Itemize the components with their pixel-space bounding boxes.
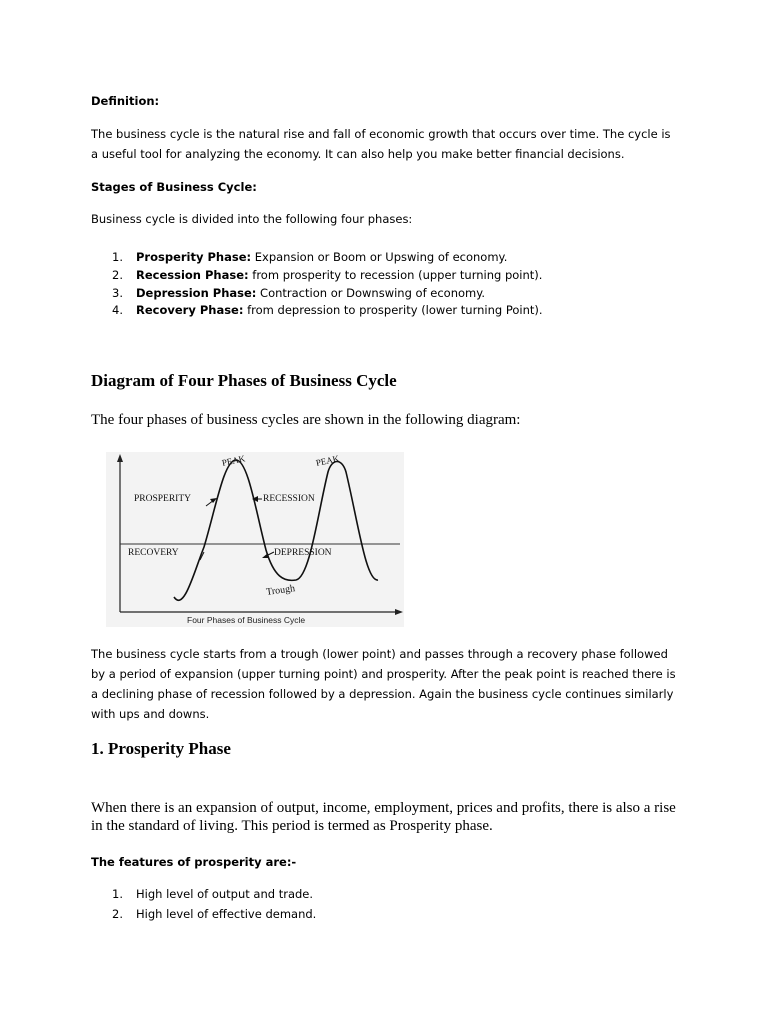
stages-heading: Stages of Business Cycle: xyxy=(91,180,257,194)
list-item xyxy=(112,907,316,921)
diagram-explanation: The business cycle starts from a trough (lower point) and passes through a recovery phase followed by a period of expansion (upper turning point) and prosperity. After the peak point is reached there is a declining phase of recession followed by a depression. Again the business cycle continues similarly with ups and downs. xyxy=(91,647,676,721)
diagram-background xyxy=(106,452,404,627)
phase-desc: from depression to prosperity (lower turning Point). xyxy=(243,303,543,317)
phase-term: Recession Phase: xyxy=(136,268,249,282)
business-cycle-svg xyxy=(106,452,404,627)
definition-heading: Definition: xyxy=(91,94,160,108)
prosperity-label: PROSPERITY xyxy=(134,494,192,504)
peak-label: PEAK xyxy=(220,453,247,468)
phase-term: Prosperity Phase: xyxy=(136,250,252,264)
definition-text: The business cycle is the natural rise and fall of economic growth that occurs over time. The cycle is a useful tool for analyzing the economy. It can also help you make better financial decisions. xyxy=(91,127,671,161)
depression-label: DEPRESSION xyxy=(274,548,332,558)
list-item xyxy=(112,250,507,264)
prosperity-text: When there is an expansion of output, income, employment, prices and profits, there is also a rise in the standard of living. This period is termed as Prosperity phase. xyxy=(91,800,676,834)
list-item xyxy=(112,303,543,317)
list-item xyxy=(112,286,485,300)
list-number: 2. xyxy=(112,907,123,921)
diagram-caption: Four Phases of Business Cycle xyxy=(187,615,306,625)
list-number: 2. xyxy=(112,268,123,282)
trough-label: Trough xyxy=(265,583,296,599)
list-number: 1. xyxy=(112,250,123,264)
diagram-heading: Diagram of Four Phases of Business Cycle xyxy=(91,371,397,390)
recession-label: RECESSION xyxy=(263,494,315,504)
peak-label: PEAK xyxy=(314,453,341,468)
list-number: 4. xyxy=(112,303,123,317)
feature-text: High level of output and trade. xyxy=(136,887,314,901)
features-heading: The features of prosperity are:- xyxy=(91,855,297,869)
phase-desc: Contraction or Downswing of economy. xyxy=(256,286,486,300)
prosperity-heading: 1. Prosperity Phase xyxy=(91,739,231,758)
phase-desc: Expansion or Boom or Upswing of economy. xyxy=(251,250,508,264)
business-cycle-diagram xyxy=(106,452,404,627)
stages-intro: Business cycle is divided into the following four phases: xyxy=(91,212,413,226)
feature-text: High level of effective demand. xyxy=(136,907,317,921)
recovery-label: RECOVERY xyxy=(128,548,179,558)
phase-term: Depression Phase: xyxy=(136,286,257,300)
list-number: 3. xyxy=(112,286,123,300)
phase-term: Recovery Phase: xyxy=(136,303,244,317)
list-item xyxy=(112,268,542,282)
phase-desc: from prosperity to recession (upper turning point). xyxy=(248,268,543,282)
list-number: 1. xyxy=(112,887,123,901)
diagram-intro: The four phases of business cycles are shown in the following diagram: xyxy=(91,412,521,428)
list-item xyxy=(112,887,313,901)
